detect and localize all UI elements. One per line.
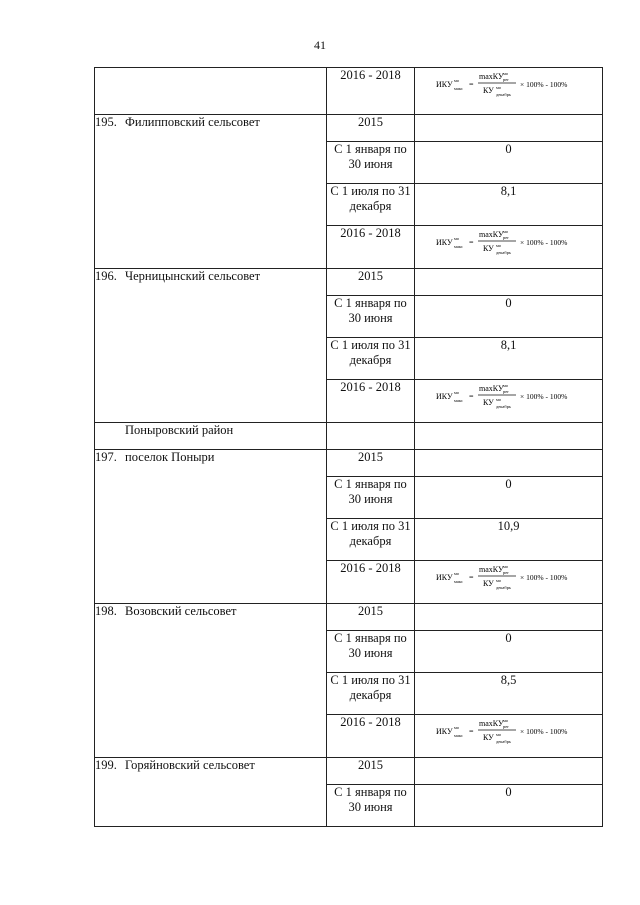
period-cell: 2016 - 2018 [327,380,415,423]
row-number: 195. [95,115,117,129]
period-cell: С 1 января по 30 июня [327,477,415,519]
municipality-name: Черницынский сельсовет [125,269,261,283]
index-value [415,269,603,296]
table-row [95,269,603,296]
period-cell: С 1 января по 30 июня [327,785,415,827]
svg-text:maxКУ: maxКУ [478,72,504,81]
svg-text:макс: макс [453,579,463,584]
svg-text:=: = [468,80,474,89]
svg-text:ИКУ: ИКУ [435,392,453,401]
svg-text:× 100% - 100%: × 100% - 100% [519,727,567,736]
row-number: 198. [95,604,117,618]
svg-text:=: = [468,238,474,247]
svg-text:КУ: КУ [482,733,494,742]
svg-text:макс: макс [453,398,463,403]
index-value: 8,5 [415,673,603,715]
svg-text:макс: макс [453,86,463,91]
svg-text:ИКУ: ИКУ [435,80,453,89]
svg-text:maxКУ: maxКУ [478,230,504,239]
svg-text:maxКУ: maxКУ [478,384,504,393]
municipality-cell [95,604,327,758]
svg-text:мо: мо [495,243,501,248]
svg-text:ИКУ: ИКУ [435,573,453,582]
svg-text:мо: мо [453,725,459,730]
index-value [415,423,603,450]
svg-text:ИКУ: ИКУ [435,238,453,247]
municipality-cell [95,68,327,115]
period-cell [327,423,415,450]
svg-text:× 100% - 100%: × 100% - 100% [519,392,567,401]
district-heading: Поныровский район [125,423,234,437]
index-value [415,758,603,785]
index-value: 10,9 [415,519,603,561]
svg-text:мо: мо [502,71,508,76]
svg-text:мо: мо [495,732,501,737]
period-cell: С 1 января по 30 июня [327,631,415,673]
municipality-cell [95,450,327,604]
period-cell: 2015 [327,604,415,631]
page-number: 41 [314,38,326,52]
period-cell: 2016 - 2018 [327,715,415,758]
period-cell: С 1 июля по 31 декабря [327,673,415,715]
svg-text:декабрь: декабрь [495,250,511,255]
index-formula [415,715,603,758]
index-value [415,115,603,142]
svg-text:maxКУ: maxКУ [478,565,504,574]
period-cell: С 1 июля по 31 декабря [327,184,415,226]
svg-text:мо: мо [453,78,459,83]
index-value: 8,1 [415,338,603,380]
svg-text:декабрь: декабрь [495,404,511,409]
municipality-name: поселок Поныри [125,450,215,464]
table-row [95,423,603,450]
municipality-name: Возовский сельсовет [125,604,237,618]
row-number: 199. [95,758,117,772]
period-cell: С 1 июля по 31 декабря [327,519,415,561]
index-value: 0 [415,631,603,673]
formula-graphic [434,380,584,410]
period-cell: 2015 [327,269,415,296]
period-cell: С 1 июля по 31 декабря [327,338,415,380]
formula-graphic [434,715,584,745]
svg-text:мо: мо [502,383,508,388]
svg-text:мо: мо [495,578,501,583]
svg-text:рег: рег [502,724,509,729]
index-formula [415,68,603,115]
tariff-table [94,67,603,827]
municipality-cell [95,423,327,450]
svg-text:× 100% - 100%: × 100% - 100% [519,573,567,582]
svg-text:ИКУ: ИКУ [435,727,453,736]
svg-text:декабрь: декабрь [495,739,511,744]
svg-text:мо: мо [502,564,508,569]
period-cell: 2015 [327,758,415,785]
period-cell: 2015 [327,450,415,477]
svg-text:× 100% - 100%: × 100% - 100% [519,80,567,89]
municipality-cell [95,758,327,827]
svg-text:мо: мо [502,229,508,234]
period-cell: С 1 января по 30 июня [327,142,415,184]
svg-text:maxКУ: maxКУ [478,719,504,728]
svg-text:КУ: КУ [482,244,494,253]
municipality-cell [95,115,327,269]
municipality-cell [95,269,327,423]
municipality-name: Горяйновский сельсовет [125,758,255,772]
table-row [95,758,603,785]
svg-text:=: = [468,727,474,736]
index-value: 0 [415,296,603,338]
row-number: 196. [95,269,117,283]
period-cell: 2015 [327,115,415,142]
svg-text:× 100% - 100%: × 100% - 100% [519,238,567,247]
table-row [95,450,603,477]
index-value [415,450,603,477]
row-number: 197. [95,450,117,464]
svg-text:=: = [468,573,474,582]
index-value: 0 [415,785,603,827]
formula-graphic [434,68,584,98]
period-cell: 2016 - 2018 [327,561,415,604]
period-cell: 2016 - 2018 [327,226,415,269]
svg-text:макс: макс [453,244,463,249]
index-value: 8,1 [415,184,603,226]
svg-text:мо: мо [453,571,459,576]
svg-text:декабрь: декабрь [495,585,511,590]
svg-text:рег: рег [502,389,509,394]
table-row [95,604,603,631]
table-row [95,115,603,142]
svg-text:декабрь: декабрь [495,92,511,97]
table-row [95,68,603,115]
formula-graphic [434,226,584,256]
svg-text:рег: рег [502,77,509,82]
svg-text:макс: макс [453,733,463,738]
index-value [415,604,603,631]
svg-text:мо: мо [453,390,459,395]
index-value: 0 [415,142,603,184]
municipality-name: Филипповский сельсовет [125,115,260,129]
svg-text:рег: рег [502,235,509,240]
svg-text:=: = [468,392,474,401]
svg-text:рег: рег [502,570,509,575]
svg-text:мо: мо [495,85,501,90]
svg-text:КУ: КУ [482,86,494,95]
period-cell: 2016 - 2018 [327,68,415,115]
formula-graphic [434,561,584,591]
period-cell: С 1 января по 30 июня [327,296,415,338]
svg-text:мо: мо [453,236,459,241]
index-value: 0 [415,477,603,519]
svg-text:КУ: КУ [482,579,494,588]
index-formula [415,226,603,269]
index-formula [415,380,603,423]
index-formula [415,561,603,604]
svg-text:КУ: КУ [482,398,494,407]
svg-text:мо: мо [502,718,508,723]
svg-text:мо: мо [495,397,501,402]
